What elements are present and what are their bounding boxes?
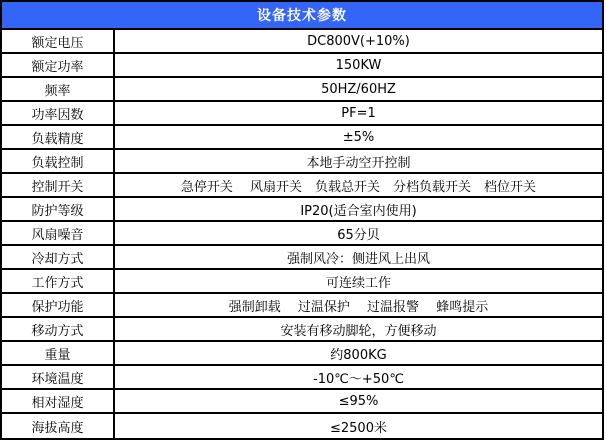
param-label: 工作方式 (2, 270, 115, 292)
table-row (2, 222, 602, 246)
param-value: DC800V(+10%) (307, 33, 410, 49)
param-value: PF=1 (341, 105, 376, 121)
table-row (2, 342, 602, 366)
param-label: 负载精度 (2, 126, 115, 148)
param-label: 移动方式 (2, 318, 115, 340)
table-row (2, 390, 602, 414)
param-label: 环境温度 (2, 366, 115, 388)
table-row (2, 30, 602, 54)
param-label: 频率 (2, 78, 115, 100)
table-row (2, 318, 602, 342)
table-row (2, 198, 602, 222)
param-value: 安装有移动脚轮，方便移动 (280, 323, 437, 339)
param-value: IP20(适合室内使用) (300, 203, 417, 219)
param-value: -10℃～+50℃ (313, 371, 404, 387)
param-value: 急停开关 风扇开关 负载总开关 分档负载开关 档位开关 (180, 179, 537, 195)
table-row (2, 246, 602, 270)
table-row (2, 174, 602, 198)
param-value: ≤95% (338, 393, 379, 409)
param-value: ≤2500米 (330, 420, 387, 436)
table-row (2, 126, 602, 150)
param-label: 额定电压 (2, 30, 115, 52)
param-label: 负载控制 (2, 150, 115, 172)
param-value: 本地手动空开控制 (306, 155, 411, 171)
param-label: 防护等级 (2, 198, 115, 220)
table-row (2, 54, 602, 78)
param-label: 保护功能 (2, 294, 115, 316)
param-label: 控制开关 (2, 174, 115, 196)
table-row (2, 270, 602, 294)
param-value: 65分贝 (337, 227, 380, 243)
table-row (2, 102, 602, 126)
table-row (2, 414, 602, 438)
table-body (2, 30, 602, 438)
param-value: 强制风冷：侧进风上出风 (286, 251, 430, 267)
param-label: 海拔高度 (2, 414, 115, 438)
param-value: 50HZ/60HZ (321, 81, 396, 97)
param-label: 风扇噪音 (2, 222, 115, 244)
param-label: 重量 (2, 342, 115, 364)
param-label: 相对湿度 (2, 390, 115, 412)
table-title: 设备技术参数 (257, 8, 347, 24)
param-label: 冷却方式 (2, 246, 115, 268)
table-row (2, 294, 602, 318)
table-header (2, 2, 602, 30)
param-label: 功率因数 (2, 102, 115, 124)
param-value: 强制卸载 过温保护 过温报警 蜂鸣提示 (228, 299, 489, 315)
param-value: 约800KG (330, 347, 387, 363)
param-value: ±5% (342, 129, 375, 145)
param-value: 150KW (335, 57, 382, 73)
param-value: 可连续工作 (325, 275, 391, 291)
table-row (2, 366, 602, 390)
param-label: 额定功率 (2, 54, 115, 76)
table-row (2, 150, 602, 174)
table-row (2, 78, 602, 102)
